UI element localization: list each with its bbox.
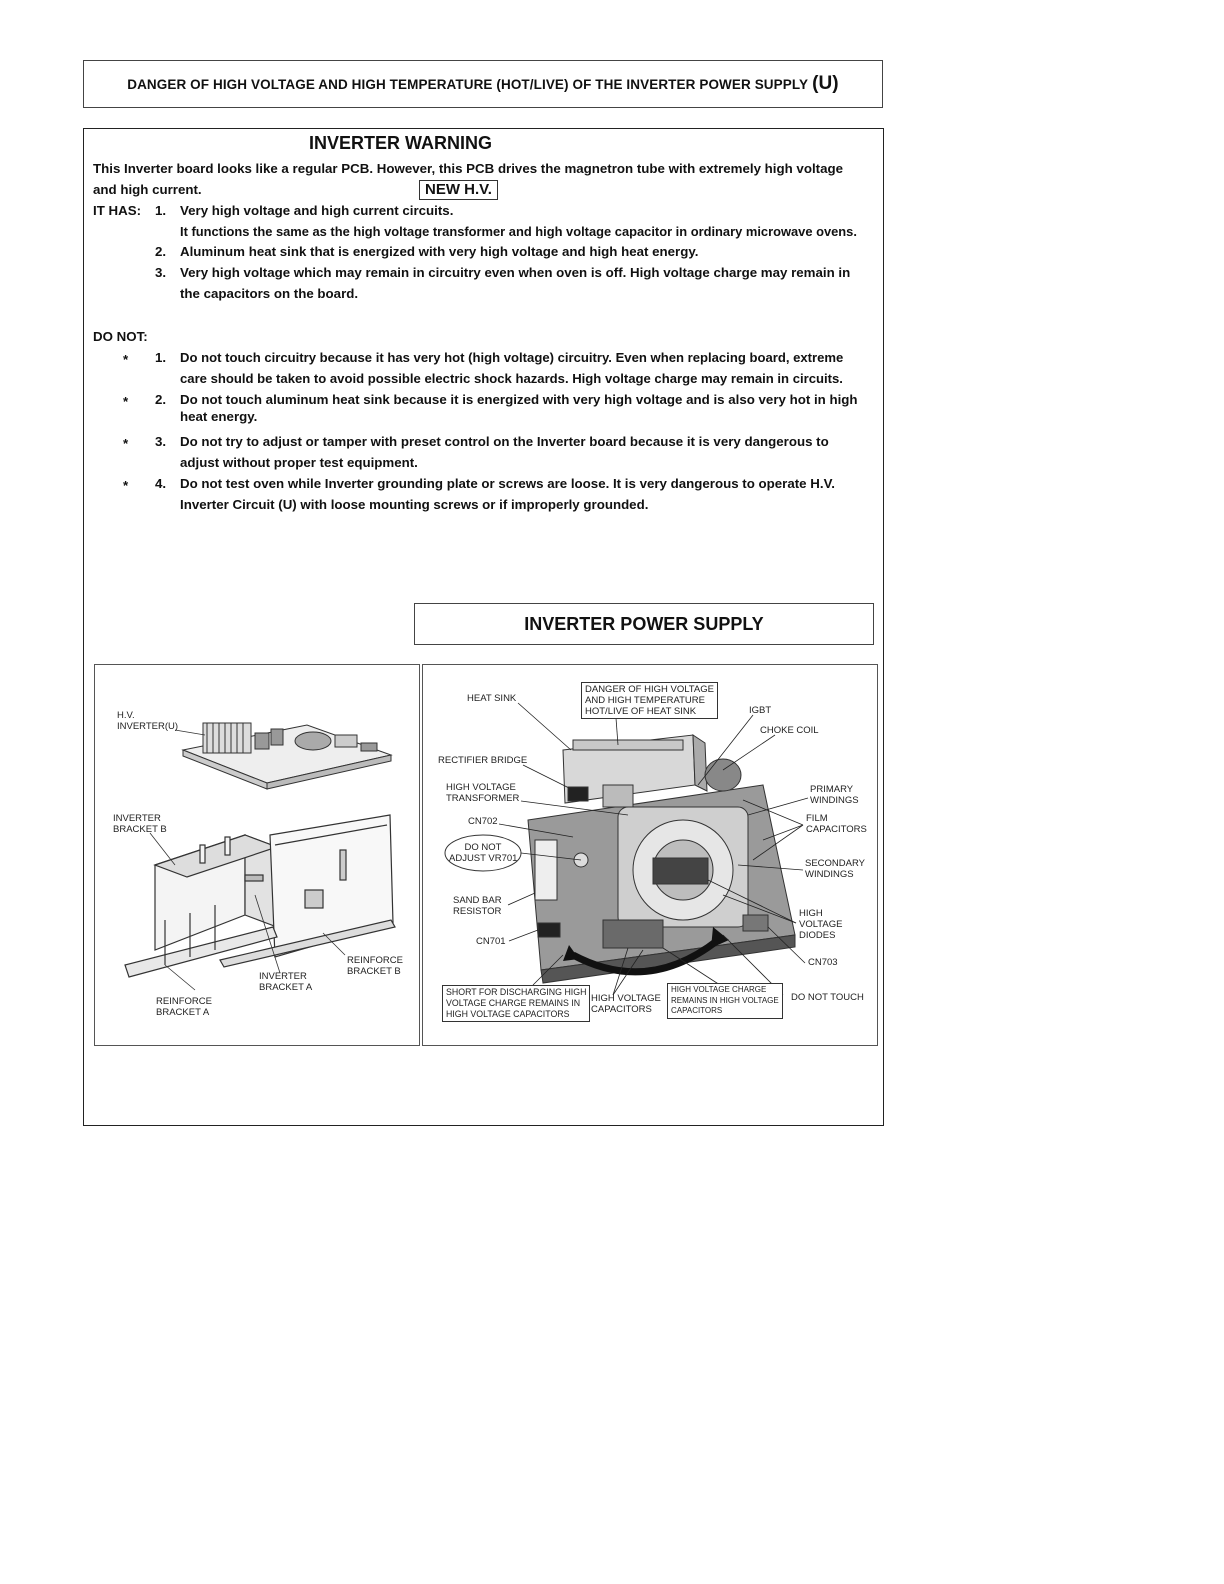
it-has-1-num: 1. <box>155 203 167 218</box>
intro-line-2: and high current. <box>93 182 202 197</box>
label-primary-windings <box>810 784 859 806</box>
label-hv-capacitors <box>591 993 661 1015</box>
label-sand-bar-resistor-line-1: SAND BAR <box>453 895 502 906</box>
do-not-2-num: 2. <box>155 392 167 407</box>
label-secondary-windings-line-1: SECONDARY <box>805 858 866 869</box>
do-not-label: DO NOT: <box>93 329 148 344</box>
do-not-1-star: * <box>123 352 129 367</box>
label-reinforce-bracket-b <box>347 955 403 977</box>
label-short-for-discharging <box>442 985 590 1022</box>
do-not-4-line-2: Inverter Circuit (U) with loose mounting screws or if improperly grounded. <box>180 497 649 512</box>
label-secondary-windings-line-2: WINDINGS <box>805 869 854 880</box>
label-hv-diodes-line-3: DIODES <box>799 930 836 941</box>
label-hv-charge-line-3: CAPACITORS <box>671 1006 723 1015</box>
danger-banner <box>83 60 883 108</box>
do-not-2-star: * <box>123 394 129 409</box>
label-danger-heat-sink-line-2: AND HIGH TEMPERATURE <box>585 695 705 706</box>
label-sand-bar-resistor-line-2: RESISTOR <box>453 906 502 917</box>
label-short-line-2: VOLTAGE CHARGE REMAINS IN <box>446 998 581 1008</box>
label-igbt: IGBT <box>749 705 772 716</box>
label-rectifier-bridge: RECTIFIER BRIDGE <box>438 755 528 766</box>
label-inverter-bracket-b <box>113 813 167 835</box>
intro-line-1: This Inverter board looks like a regular PCB. However, this PCB drives the magnetron tube with extremely high voltage <box>93 161 843 176</box>
it-has-1-line-2: It functions the same as the high voltage transformer and high voltage capacitor in ordinary microwave ovens. <box>180 224 857 239</box>
label-inverter-bracket-a-line-2: BRACKET A <box>259 982 313 993</box>
label-reinforce-bracket-a-line-2: BRACKET A <box>156 1007 210 1018</box>
label-secondary-windings <box>805 858 865 880</box>
label-do-not-touch: DO NOT TOUCH <box>791 992 864 1003</box>
label-hv-capacitors-line-1: HIGH VOLTAGE <box>591 993 661 1004</box>
label-hv-transformer <box>446 782 519 804</box>
label-inverter-bracket-b-line-1: INVERTER <box>113 813 161 824</box>
it-has-1-line-1: Very high voltage and high current circuits. <box>180 203 454 218</box>
label-reinforce-bracket-a-line-1: REINFORCE <box>156 996 212 1007</box>
label-cn703: CN703 <box>808 957 838 968</box>
label-primary-windings-line-2: WINDINGS <box>810 795 859 806</box>
label-reinforce-bracket-a <box>156 996 212 1018</box>
label-film-capacitors-line-1: FILM <box>806 813 828 824</box>
label-hv-diodes-line-1: HIGH <box>799 908 823 919</box>
it-has-2-line-1: Aluminum heat sink that is energized with very high voltage and high heat energy. <box>180 244 699 259</box>
label-hv-inverter <box>117 710 178 732</box>
label-reinforce-bracket-b-line-1: REINFORCE <box>347 955 403 966</box>
label-inverter-bracket-a-line-1: INVERTER <box>259 971 307 982</box>
label-film-capacitors <box>806 813 867 835</box>
label-cn702: CN702 <box>468 816 498 827</box>
label-hv-diodes-line-2: VOLTAGE <box>799 919 843 930</box>
label-hv-charge-line-1: HIGH VOLTAGE CHARGE <box>671 985 767 994</box>
label-cn701: CN701 <box>476 936 506 947</box>
label-danger-heat-sink <box>581 682 718 719</box>
label-short-line-1: SHORT FOR DISCHARGING HIGH <box>446 987 587 997</box>
do-not-1-line-1: Do not touch circuitry because it has very hot (high voltage) circuitry. Even when replacing board, extreme <box>180 350 844 365</box>
do-not-3-line-1: Do not try to adjust or tamper with preset control on the Inverter board because it is very dangerous to <box>180 434 829 449</box>
do-not-3-line-2: adjust without proper test equipment. <box>180 455 418 470</box>
do-not-2-line-2: heat energy. <box>180 409 258 424</box>
label-do-not-adjust <box>449 842 517 864</box>
do-not-4-line-1: Do not test oven while Inverter grounding plate or screws are loose. It is very dangerous to operate H.V. <box>180 476 835 491</box>
do-not-3-star: * <box>123 436 129 451</box>
label-inverter-bracket-b-line-2: BRACKET B <box>113 824 167 835</box>
warning-title: INVERTER WARNING <box>308 133 492 153</box>
label-choke-coil: CHOKE COIL <box>760 725 819 736</box>
it-has-3-line-1: Very high voltage which may remain in circuitry even when oven is off. High voltage charge may remain in <box>180 265 851 280</box>
label-hv-transformer-line-2: TRANSFORMER <box>446 793 520 804</box>
it-has-label: IT HAS: <box>93 203 142 218</box>
label-hv-inverter-line-2: INVERTER(U) <box>117 721 179 732</box>
danger-banner-suffix: (U) <box>812 73 839 94</box>
label-short-line-3: HIGH VOLTAGE CAPACITORS <box>446 1009 570 1019</box>
it-has-3-num: 3. <box>155 265 167 280</box>
label-heat-sink: HEAT SINK <box>467 693 517 704</box>
do-not-4-star: * <box>123 478 129 493</box>
label-hv-capacitors-line-2: CAPACITORS <box>591 1004 652 1015</box>
do-not-1-num: 1. <box>155 350 167 365</box>
psu-title: INVERTER POWER SUPPLY <box>414 603 874 645</box>
label-reinforce-bracket-b-line-2: BRACKET B <box>347 966 401 977</box>
label-do-not-adjust-line-2: ADJUST VR701 <box>449 853 518 864</box>
it-has-3-line-2: the capacitors on the board. <box>180 286 359 301</box>
do-not-3-num: 3. <box>155 434 167 449</box>
new-hv-badge: NEW H.V. <box>419 180 498 200</box>
label-hv-inverter-line-1: H.V. <box>117 710 135 721</box>
label-hv-charge-line-2: REMAINS IN HIGH VOLTAGE <box>671 995 779 1005</box>
label-hv-charge-remains <box>667 983 783 1019</box>
label-danger-heat-sink-line-1: DANGER OF HIGH VOLTAGE <box>585 684 714 695</box>
do-not-4-num: 4. <box>155 476 167 491</box>
label-primary-windings-line-1: PRIMARY <box>810 784 854 795</box>
label-danger-heat-sink-line-3: HOT/LIVE OF HEAT SINK <box>585 706 697 717</box>
do-not-2-line-1: Do not touch aluminum heat sink because it is energized with very high voltage and is also very hot in high <box>180 392 858 407</box>
label-hv-transformer-line-1: HIGH VOLTAGE <box>446 782 516 793</box>
label-hv-diodes <box>799 908 842 941</box>
danger-banner-text: DANGER OF HIGH VOLTAGE AND HIGH TEMPERATURE (HOT/LIVE) OF THE INVERTER POWER SUPPLY <box>127 76 809 92</box>
it-has-2-num: 2. <box>155 244 167 259</box>
bracket-figure <box>94 664 420 1046</box>
label-inverter-bracket-a <box>259 971 312 993</box>
label-do-not-adjust-line-1: DO NOT <box>464 842 502 853</box>
label-film-capacitors-line-2: CAPACITORS <box>806 824 867 835</box>
do-not-1-line-2: care should be taken to avoid possible electric shock hazards. High voltage charge may remain in circuits. <box>180 371 843 386</box>
label-sand-bar-resistor <box>453 895 502 917</box>
inverter-board-figure <box>422 664 878 1046</box>
